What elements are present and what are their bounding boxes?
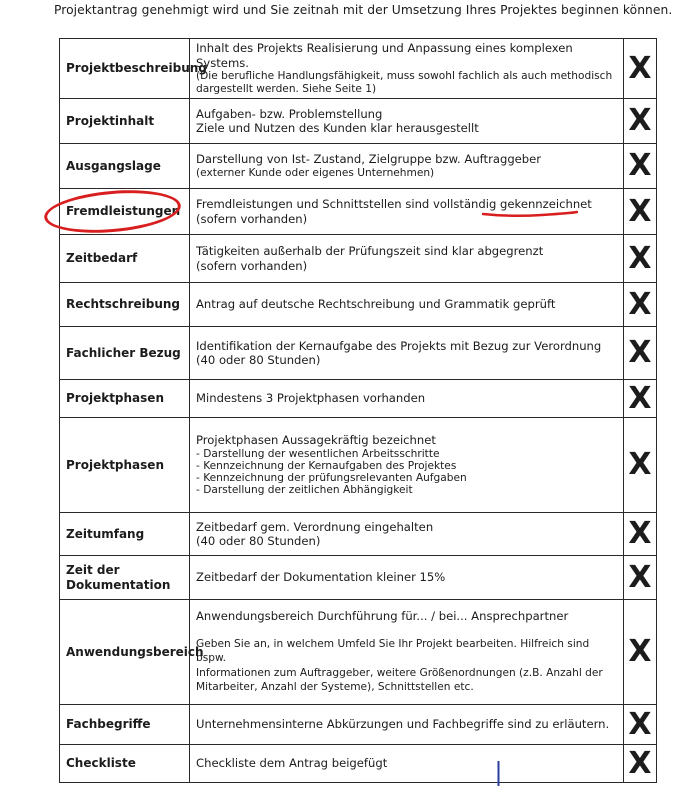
table-row [60,556,657,600]
check-mark: X [624,600,657,705]
table-row [60,380,657,418]
check-mark: X [624,556,657,600]
list-item: - Kennzeichnung der Kernaufgaben des Projektes [196,460,457,473]
row-label: Zeit der Dokumentation [60,556,190,600]
check-mark: X [624,39,657,99]
list-item: - Darstellung der wesentlichen Arbeitsschritte [196,447,440,460]
table-row [60,189,657,235]
row-label: Rechtschreibung [60,283,190,327]
table-row [60,418,657,513]
check-mark: X [624,418,657,513]
description-line: (40 oder 80 Stunden) [196,353,321,367]
description-line: Unternehmensinterne Abkürzungen und Fachbegriffe sind zu erläutern. [196,717,610,732]
table-row [60,144,657,189]
row-label: Ausgangslage [60,144,190,189]
check-mark: X [624,189,657,235]
requirement-list [196,448,617,497]
row-label: Fremdleistungen [60,189,190,235]
paragraph-line: Informationen zum Auftraggeber, weitere Größenordnungen (z.B. Anzahl der [196,666,603,679]
row-description [190,144,624,189]
check-mark: X [624,283,657,327]
row-description [190,600,624,705]
checklist-table [59,38,657,783]
description-line: Zeitbedarf gem. Verordnung eingehalten [196,519,434,534]
description-line: Aufgaben- bzw. Problemstellung [196,106,383,121]
table-row [60,745,657,783]
check-mark: X [624,513,657,556]
row-label: Fachlicher Bezug [60,327,190,380]
table-row [60,600,657,705]
check-mark: X [624,380,657,418]
description-note-line: (Die berufliche Handlungsfähigkeit, muss sowohl fachlich als auch methodisch [196,70,613,82]
check-mark: X [624,99,657,144]
description-line: (sofern vorhanden) [196,211,308,226]
description-line: Ziele und Nutzen des Kunden klar herausgestellt [196,121,479,135]
row-label: Zeitbedarf [60,235,190,283]
row-description [190,283,624,327]
check-mark: X [624,235,657,283]
description-line: Tätigkeiten außerhalb der Prüfungszeit sind klar abgegrenzt [196,244,544,258]
row-description [190,99,624,144]
table-row [60,705,657,745]
paragraph-line: Mitarbeiter, Anzahl der Systeme), Schnittstellen etc. [196,681,474,694]
table-row [60,327,657,380]
row-label: Projektbeschreibung [60,39,190,99]
description-line: (sofern vorhanden) [196,258,308,273]
check-mark: X [624,327,657,380]
description-line: Zeitbedarf der Dokumentation kleiner 15% [196,570,446,585]
row-description [190,556,624,600]
row-label: Zeitumfang [60,513,190,556]
row-description [190,705,624,745]
row-label: Projektinhalt [60,99,190,144]
row-label: Projektphasen [60,380,190,418]
row-description [190,39,624,99]
row-description [190,418,624,513]
description-note-line: (externer Kunde oder eigenes Unternehmen) [196,166,435,179]
row-description [190,745,624,783]
row-description [190,513,624,556]
description-note-line: dargestellt werden. Siehe Seite 1) [196,83,377,95]
row-description [190,189,624,235]
row-description [190,380,624,418]
paragraph-line: Geben Sie an, in welchem Umfeld Sie Ihr Projekt bearbeiten. Hilfreich sind bspw. [196,637,590,665]
row-description [190,235,624,283]
row-label: Fachbegriffe [60,705,190,745]
description-line: Checkliste dem Antrag beigefügt [196,756,388,771]
check-mark: X [624,144,657,189]
check-mark: X [624,745,657,783]
row-label: Checkliste [60,745,190,783]
list-item: - Kennzeichnung der prüfungsrelevanten Aufgaben [196,472,467,485]
description-line: Mindestens 3 Projektphasen vorhanden [196,391,426,406]
description-paragraph [196,637,617,695]
description-line: Antrag auf deutsche Rechtschreibung und Grammatik geprüft [196,297,556,312]
description-line: Anwendungsbereich Durchführung für... / bei... Ansprechpartner [196,609,569,624]
intro-text: Projektantrag genehmigt wird und Sie zeitnah mit der Umsetzung Ihres Projektes beginnen können. [54,3,673,17]
table-row [60,39,657,99]
description-line: Inhalt des Projekts Realisierung und Anpassung eines komplexen Systems. [196,41,573,70]
checklist-body [60,39,657,783]
table-row [60,99,657,144]
list-item: - Darstellung der zeitlichen Abhängigkeit [196,484,413,497]
table-row [60,513,657,556]
description-line: Darstellung von Ist- Zustand, Zielgruppe bzw. Auftraggeber [196,152,542,167]
description-line: Projektphasen Aussagekräftig bezeichnet [196,433,436,448]
table-row [60,283,657,327]
row-label: Anwendungsbereich [60,600,190,705]
description-line: Fremdleistungen und Schnittstellen sind vollständig gekennzeichnet [196,197,592,211]
row-label: Projektphasen [60,418,190,513]
check-mark: X [624,705,657,745]
row-description [190,327,624,380]
description-line: (40 oder 80 Stunden) [196,534,321,548]
table-row [60,235,657,283]
description-line: Identifikation der Kernaufgabe des Projekts mit Bezug zur Verordnung [196,338,602,353]
